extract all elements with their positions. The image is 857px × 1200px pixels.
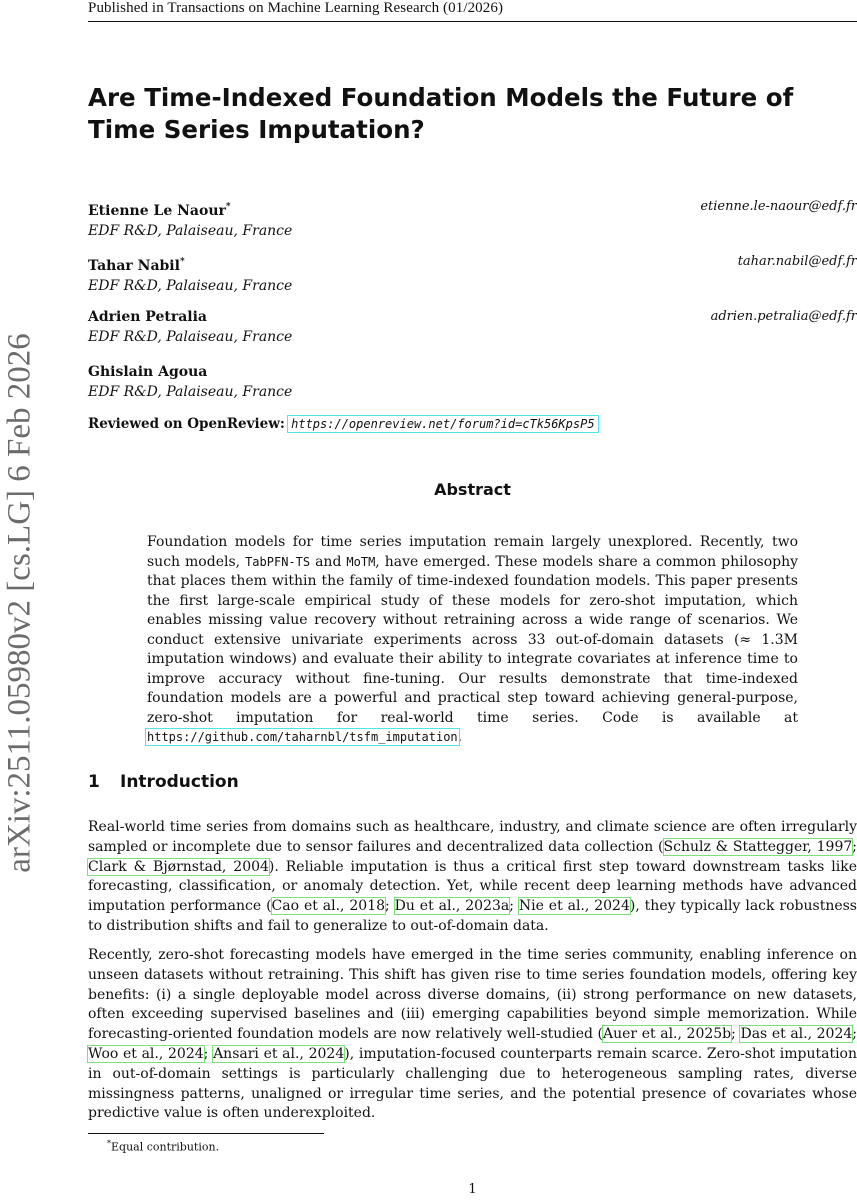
author-email: adrien.petralia@edf.fr	[710, 309, 857, 324]
paper-title: Are Time-Indexed Foundation Models the Future of Time Series Imputation?	[88, 83, 794, 144]
author-block	[88, 197, 857, 241]
citation-link[interactable]: Nie et al., 2024	[518, 898, 630, 915]
author-email: tahar.nabil@edf.fr	[737, 254, 857, 269]
citation-link[interactable]: Auer et al., 2025b	[603, 1026, 732, 1043]
footnote-text: Equal contribution.	[111, 1140, 220, 1154]
author-block	[88, 362, 857, 402]
author-affiliation: EDF R&D, Palaiseau, France	[88, 223, 293, 239]
author-email: etienne.le-naour@edf.fr	[700, 199, 857, 214]
journal-header: Published in Transactions on Machine Learning Research (01/2026)	[88, 0, 504, 16]
section-title: Introduction	[120, 772, 239, 792]
intro-paragraph: Recently, zero-shot forecasting models have emerged in the time series community, enabling inference on unseen datasets without retraining. This shift has given rise to time series foundation models, offering key benefits: (i) a single deployable model across diverse domains, (ii) strong performance on new datasets, often exceeding supervised baselines and (iii) emerging capabilities beyond simple memorization. While forecasting-oriented foundation models are now relatively well-studied (Auer et al., 2025b; Das et al., 2024; Woo et al., 2024; Ansari et al., 2024), imputation-focused counterparts remain scarce. Zero-shot imputation in out-of-domain settings is particularly challenging due to heterogeneous sampling rates, diverse missingness patterns, unaligned or irregular time series, and the potential presence of covariates whose predictive value is often underexploited.	[88, 947, 857, 1122]
footnote-mark: *	[107, 1139, 111, 1148]
citation-link[interactable]: Woo et al., 2024	[88, 1045, 204, 1062]
intro-paragraph: Real-world time series from domains such as healthcare, industry, and climate science are often irregularly sampled or incomplete due to sensor failures and decentralized data collection (Schulz & Stattegger, 1997; Clark & Bjørnstad, 2004). Reliable imputation is thus a critical first step toward downstream tasks like forecasting, classification, or anomaly detection. Yet, while recent deep learning methods have advanced imputation performance (Cao et al., 2018; Du et al., 2023a; Nie et al., 2024), they typically lack robustness to distribution shifts and fail to generalize to out-of-domain data.	[88, 819, 857, 934]
citation-link[interactable]: Das et al., 2024	[740, 1026, 853, 1043]
section-heading	[88, 772, 239, 792]
abstract-text: Foundation models for time series imputation remain largely unexplored. Recently, two such models, TabPFN-TS and MoTM, have emerged. These models share a common philosophy that places them within the family of time-indexed foundation models. This paper presents the first large-scale empirical study of these models for zero-shot imputation, which enables missing value recovery without retraining across a wide range of scenarios. We conduct extensive univariate experiments across 33 out-of-domain datasets (≈ 1.3M imputation windows) and evaluate their ability to integrate covariates at inference time to improve accuracy without fine-tuning. Our results demonstrate that time-indexed foundation models are a powerful and practical step toward achieving general-purpose, zero-shot imputation for real-world time series. Code is available at https://github.com/taharnbl/tsfm_imputation.	[147, 534, 799, 745]
citation-link[interactable]: Cao et al., 2018	[271, 898, 386, 915]
reviewed-line	[88, 416, 597, 432]
author-name: Adrien Petralia	[88, 309, 207, 325]
page-number: 1	[468, 1182, 477, 1197]
author-affiliation: EDF R&D, Palaiseau, France	[88, 384, 293, 400]
author-affiliation: EDF R&D, Palaiseau, France	[88, 278, 293, 294]
arxiv-stamp-text: arXiv:2511.05980v2 [cs.LG] 6 Feb 2026	[1, 333, 38, 873]
section-number: 1	[88, 772, 100, 792]
code-link[interactable]: https://github.com/taharnbl/tsfm_imputation	[147, 730, 458, 744]
openreview-link[interactable]: https://openreview.net/forum?id=cTk56KpsP5	[291, 417, 595, 431]
citation-link[interactable]: Clark & Bjørnstad, 2004	[88, 858, 269, 875]
header-rule	[88, 21, 857, 22]
reviewed-label: Reviewed on OpenReview:	[88, 416, 285, 432]
author-name: Ghislain Agoua	[88, 364, 208, 380]
citation-link[interactable]: Schulz & Stattegger, 1997	[663, 838, 853, 855]
footnote-rule	[88, 1133, 324, 1134]
author-block	[88, 252, 857, 296]
author-block	[88, 307, 857, 347]
citation-link[interactable]: Ansari et al., 2024	[213, 1045, 345, 1062]
model-name: MoTM	[346, 554, 376, 569]
citation-link[interactable]: Du et al., 2023a	[394, 898, 510, 915]
author-name: Tahar Nabil*	[88, 257, 185, 274]
author-name: Etienne Le Naour*	[88, 202, 231, 219]
model-name: TabPFN-TS	[245, 554, 311, 569]
arxiv-stamp	[0, 0, 40, 1200]
abstract-heading: Abstract	[434, 480, 511, 499]
author-affiliation: EDF R&D, Palaiseau, France	[88, 329, 293, 345]
footnote	[107, 1139, 219, 1154]
